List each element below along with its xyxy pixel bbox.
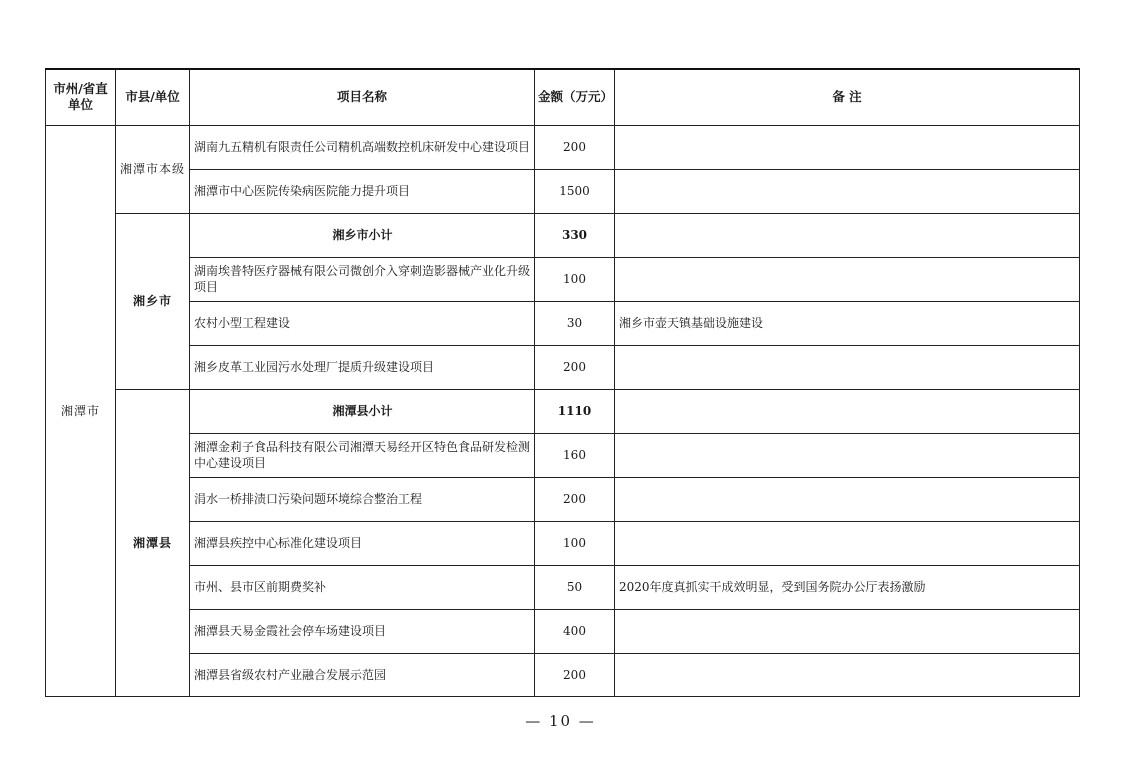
funding-table [45, 68, 1080, 697]
project-name: 湖南九五精机有限责任公司精机高端数控机床研发中心建设项目 [190, 125, 535, 169]
project-name: 市州、县市区前期费奖补 [190, 565, 535, 609]
note [615, 477, 1080, 521]
page-number: — 10 — [525, 712, 596, 730]
subtotal-amount: 1110 [535, 389, 615, 433]
project-name: 湘乡皮革工业园污水处理厂提质升级建设项目 [190, 345, 535, 389]
note [615, 521, 1080, 565]
note [615, 125, 1080, 169]
table-row [46, 565, 1080, 609]
amount: 160 [535, 433, 615, 477]
subtotal-name: 湘乡市小计 [190, 213, 535, 257]
amount: 50 [535, 565, 615, 609]
table-row [46, 521, 1080, 565]
city-cell: 湘潭市 [46, 125, 116, 696]
amount: 200 [535, 345, 615, 389]
amount: 100 [535, 257, 615, 301]
project-name: 湘潭市中心医院传染病医院能力提升项目 [190, 169, 535, 213]
table-row [46, 653, 1080, 696]
note [615, 169, 1080, 213]
amount: 1500 [535, 169, 615, 213]
amount: 100 [535, 521, 615, 565]
note [615, 257, 1080, 301]
subtotal-row [46, 389, 1080, 433]
note [615, 653, 1080, 696]
unit-cell: 湘潭县 [116, 389, 190, 696]
header-row [46, 69, 1080, 125]
table-row [46, 345, 1080, 389]
project-name: 湘潭县天易金霞社会停车场建设项目 [190, 609, 535, 653]
table-row [46, 301, 1080, 345]
table-row [46, 477, 1080, 521]
table-row [46, 257, 1080, 301]
unit-cell: 湘乡市 [116, 213, 190, 389]
note [615, 433, 1080, 477]
subtotal-name: 湘潭县小计 [190, 389, 535, 433]
note [615, 345, 1080, 389]
table-row [46, 609, 1080, 653]
note: 2020年度真抓实干成效明显，受到国务院办公厅表扬激励 [615, 565, 1080, 609]
unit-cell: 湘潭市本级 [116, 125, 190, 213]
header-city: 市州/省直单位 [46, 69, 116, 125]
table-row [46, 169, 1080, 213]
project-name: 湖南埃普特医疗器械有限公司微创介入穿刺造影器械产业化升级项目 [190, 257, 535, 301]
amount: 30 [535, 301, 615, 345]
amount: 200 [535, 653, 615, 696]
note: 湘乡市壶天镇基础设施建设 [615, 301, 1080, 345]
amount: 400 [535, 609, 615, 653]
header-note: 备 注 [615, 69, 1080, 125]
header-project: 项目名称 [190, 69, 535, 125]
note [615, 213, 1080, 257]
project-name: 湘潭县疾控中心标准化建设项目 [190, 521, 535, 565]
project-name: 湘潭金莉子食品科技有限公司湘潭天易经开区特色食品研发检测中心建设项目 [190, 433, 535, 477]
amount: 200 [535, 477, 615, 521]
amount: 200 [535, 125, 615, 169]
table-row [46, 125, 1080, 169]
subtotal-row [46, 213, 1080, 257]
project-name: 湘潭县省级农村产业融合发展示范园 [190, 653, 535, 696]
project-name: 涓水一桥排渍口污染问题环境综合整治工程 [190, 477, 535, 521]
project-name: 农村小型工程建设 [190, 301, 535, 345]
subtotal-amount: 330 [535, 213, 615, 257]
table-row [46, 433, 1080, 477]
note [615, 389, 1080, 433]
header-county: 市县/单位 [116, 69, 190, 125]
header-amount: 金额（万元） [535, 69, 615, 125]
note [615, 609, 1080, 653]
